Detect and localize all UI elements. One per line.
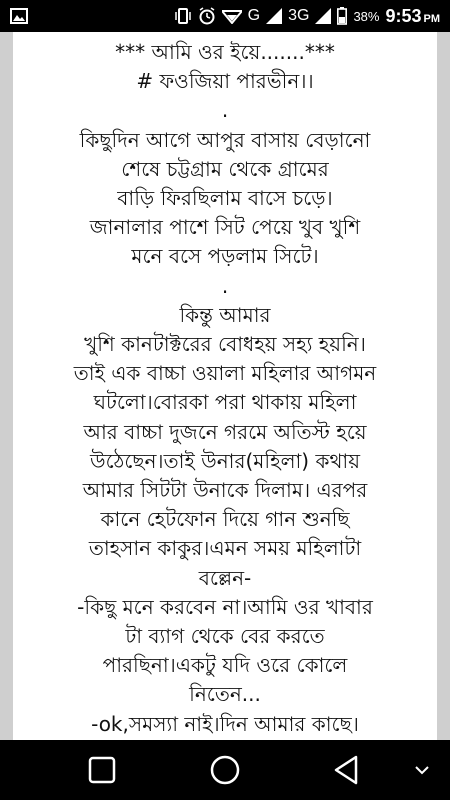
post-line: আমার সিটটা উনাকে দিলাম। এরপর [82, 478, 368, 503]
post-line: . [221, 273, 229, 298]
recents-button[interactable] [86, 754, 118, 786]
post-line: আর বাচ্চা দুজনে গরমে অতিস্ট হয়ে [83, 419, 367, 444]
battery-percent: 38% [353, 8, 380, 24]
battery-icon [337, 7, 347, 25]
post-line: তাই এক বাচ্চা ওয়ালা মহিলার আগমন [73, 361, 377, 386]
post-line: # ফওজিয়া পারভীন।। [136, 69, 314, 94]
post-line: পারছিনা।একটু যদি ওরে কোলে [102, 653, 348, 678]
post-line: টা ব্যাগ থেকে বের করতে [125, 624, 325, 649]
post-line: . [221, 98, 229, 123]
post-text [13, 32, 437, 739]
status-bar [0, 0, 450, 32]
back-icon [332, 755, 360, 785]
signal-icon [266, 8, 282, 24]
vibrate-icon [174, 7, 192, 25]
content-frame [0, 32, 450, 740]
network-g-label: G [247, 7, 261, 24]
network-3g-label: 3G [288, 7, 310, 24]
clock-ampm: PM [423, 12, 440, 25]
post-line: উঠেছেন।তাই উনার(মহিলা) কথায় [90, 448, 360, 473]
post-line: কানে হেটফোন দিয়ে গান শুনছি [100, 507, 350, 532]
wifi-icon [222, 8, 242, 24]
home-button[interactable] [209, 754, 241, 786]
keyboard-hide-button[interactable] [410, 754, 434, 786]
status-right [174, 0, 440, 32]
post-line: জানালার পাশে সিট পেয়ে খুব খুশি [89, 215, 361, 240]
post-line: মনে বসে পড়লাম সিটে। [131, 244, 319, 269]
post-line: বল্লেন- [198, 565, 252, 590]
post-line: শেষে চট্টগ্রাম থেকে গ্রামের [121, 156, 329, 181]
home-icon [210, 755, 240, 785]
post-line: নিতেন... [189, 682, 261, 707]
post-content[interactable] [13, 32, 437, 740]
keyboard-hide-icon [414, 764, 430, 776]
navigation-bar [0, 740, 450, 800]
post-line: খুশি কানটাক্টরের বোধহয় সহ্য হয়নি। [84, 332, 366, 357]
post-line: কিন্তু আমার [179, 302, 271, 327]
status-left [10, 8, 28, 24]
post-line: *** আমি ওর ইয়ে.......*** [115, 40, 335, 64]
signal-icon-2 [315, 8, 331, 24]
recents-icon [88, 756, 116, 784]
clock [385, 6, 440, 27]
post-line: কিছুদিন আগে আপুর বাসায় বেড়ানো [79, 127, 371, 152]
post-line: -কিছু মনে করবেন না।আমি ওর খাবার [77, 594, 373, 619]
alarm-icon [198, 7, 216, 25]
image-notification-icon [10, 8, 28, 24]
back-button[interactable] [330, 754, 362, 786]
post-line: বাড়ি ফিরছিলাম বাসে চড়ে। [117, 186, 333, 211]
post-line: তাহসান কাকুর।এমন সময় মহিলাটা [88, 536, 362, 561]
clock-time: 9:53 [385, 5, 422, 26]
post-line: -ok,সমস্যা নাই।দিন আমার কাছে। [91, 711, 359, 736]
post-line: ঘটলো।বোরকা পরা থাকায় মহিলা [93, 390, 357, 415]
